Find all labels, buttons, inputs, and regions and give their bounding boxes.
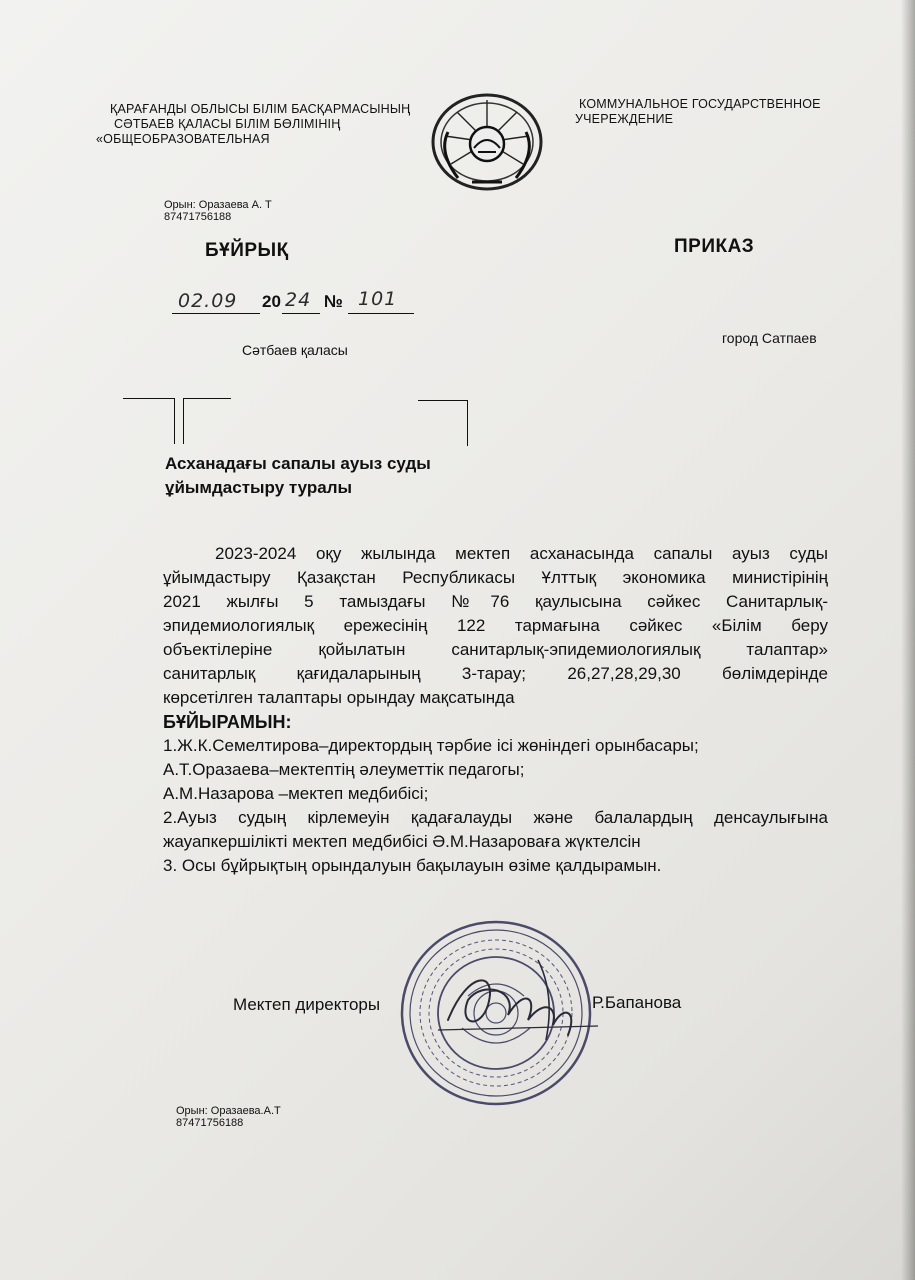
- bracket-left-top: [123, 398, 175, 399]
- header-left-line-3: «ОБЩЕОБРАЗОВАТЕЛЬНАЯ: [96, 132, 270, 146]
- title-kazakh: БҰЙРЫҚ: [205, 240, 289, 261]
- subject-line-2: ұйымдастыру туралы: [165, 478, 353, 497]
- place-russian: город Сатпаев: [722, 330, 817, 346]
- order-item-3: А.М.Назарова –мектеп медбибісі;: [163, 784, 429, 803]
- executor-bottom-name: Орын: Оразаева.А.Т: [176, 1105, 281, 1117]
- subject-line-1: Асханадағы сапалы ауыз суды: [165, 454, 431, 473]
- body-line-4: эпидемиологиялық ережесінің 122 тармағына сәйкес «Білім беру: [163, 616, 828, 635]
- order-item-1: 1.Ж.К.Семелтирова–директордың тәрбие ісі жөніндегі орынбасары;: [163, 736, 699, 755]
- order-number: 101: [358, 288, 398, 310]
- body-line-2: ұйымдастыру Қазақстан Республикасы Ұлттық экономика министірінің: [163, 568, 828, 587]
- order-date-number-line: [172, 288, 422, 318]
- handwritten-signature-icon: [428, 950, 608, 1050]
- kazakhstan-state-emblem-icon: [428, 92, 546, 192]
- order-year-prefix: 20: [262, 292, 281, 311]
- order-item-6: 3. Осы бұйрықтың орындалуын бақылауын өзіме қалдырамын.: [163, 856, 662, 875]
- bracket-left-vertical-2: [183, 398, 184, 444]
- body-line-5: объектілеріне қойылатын санитарлық-эпидемиологиялық талаптар»: [163, 640, 828, 659]
- header-left-line-1: ҚАРАҒАНДЫ ОБЛЫСЫ БІЛІМ БАСҚАРМАСЫНЫҢ: [110, 102, 411, 116]
- executor-top-name: Орын: Оразаева А. Т: [164, 199, 272, 211]
- executor-top-phone: 87471756188: [164, 211, 232, 223]
- order-item-5: жауапкершілікті мектеп медбибісі Ә.М.Назароваға жүктелсін: [163, 832, 641, 851]
- day-month-underline: [172, 313, 260, 314]
- bracket-left-vertical-1: [174, 398, 175, 444]
- signature-position: Мектеп директоры: [233, 995, 381, 1014]
- order-day-month: 02.09: [178, 290, 238, 312]
- order-body: [163, 542, 828, 878]
- bracket-right-vertical: [467, 400, 468, 446]
- page-edge-shadow: [901, 0, 915, 1280]
- header-right-block: [575, 97, 875, 127]
- order-item-4: 2.Ауыз судың кірлемеуін қадағалауды және балалардың денсаулығына: [163, 808, 828, 827]
- bracket-right-top: [418, 400, 468, 401]
- order-item-2: А.Т.Оразаева–мектептің әлеуметтік педагогы;: [163, 760, 525, 779]
- signature-name: Р.Бапанова: [592, 993, 682, 1012]
- executor-bottom: [176, 1105, 281, 1129]
- header-right-line-2: УЧЕРЕЖДЕНИЕ: [575, 112, 674, 126]
- body-line-1: 2023-2024 оқу жылында мектеп асханасында сапалы ауыз суды: [215, 544, 828, 563]
- executor-bottom-phone: 87471756188: [176, 1117, 244, 1129]
- header-right-line-1: КОММУНАЛЬНОЕ ГОСУДАРСТВЕННОЕ: [579, 97, 821, 111]
- order-number-sign: №: [324, 292, 343, 311]
- body-line-7: көрсетілген талаптары орындау мақсатында: [163, 688, 515, 707]
- place-kazakh: Сәтбаев қаласы: [242, 342, 348, 358]
- bracket-left-top-2: [183, 398, 231, 399]
- order-heading: БҰЙЫРАМЫН:: [163, 712, 292, 732]
- body-line-3: 2021 жылғы 5 тамыздағы №76 қаулысына сәйкес Санитарлық-: [163, 592, 828, 611]
- year-underline: [282, 313, 320, 314]
- header-left-line-2: СӘТБАЕВ ҚАЛАСЫ БІЛІМ БӨЛІМІНІҢ: [114, 117, 341, 131]
- executor-top: [164, 199, 272, 223]
- title-russian: ПРИКАЗ: [674, 236, 755, 257]
- order-year-suffix: 24: [285, 289, 312, 311]
- number-underline: [348, 313, 414, 314]
- header-left-block: [96, 102, 448, 147]
- order-subject: [165, 452, 431, 500]
- body-line-6: санитарлық қағидаларының 3-тарау; 26,27,28,29,30 бөлімдерінде: [163, 664, 828, 683]
